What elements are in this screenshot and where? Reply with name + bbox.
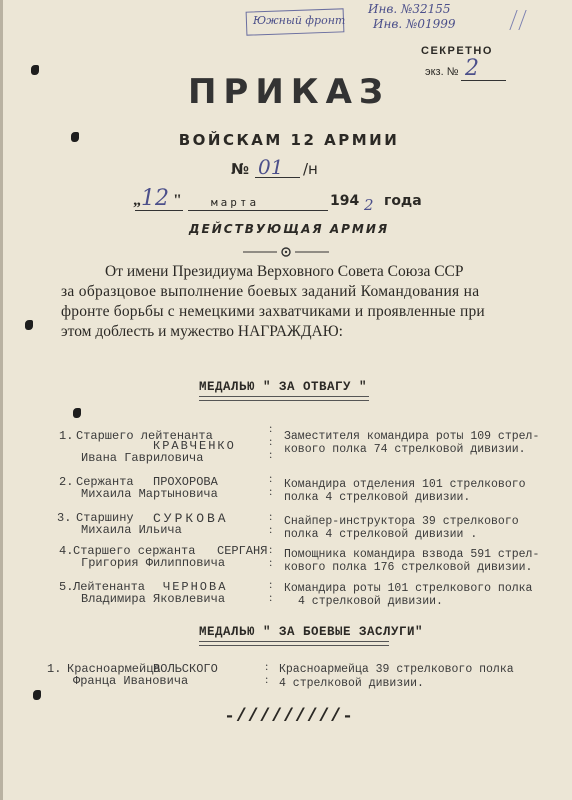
date-year-word: года (384, 193, 422, 209)
awardee-given-name: Ивана Гавриловича (81, 451, 204, 465)
section-heading-bravery: МЕДАЛЬЮ " ЗА ОТВАГУ " (199, 380, 368, 394)
order-number: 01 (258, 155, 284, 179)
colon-divider: : : (269, 542, 273, 569)
secrecy-label: СЕКРЕТНО (421, 45, 493, 57)
colon-divider: : : (269, 577, 273, 604)
date-quote-close: " (173, 192, 182, 209)
preamble-line: этом доблесть и мужество НАГРАЖДАЮ: (61, 323, 343, 340)
order-number-label: № (231, 160, 250, 178)
awardee-number: 1. (59, 429, 74, 443)
preamble (61, 262, 531, 342)
awardee-number: 1. (47, 662, 62, 676)
page-subtitle: ВОЙСКАМ 12 АРМИИ (178, 131, 400, 149)
preamble-line: за образцовое выполнение боевых заданий Командования на (61, 283, 480, 300)
awardee-surname: СЕРГАНЯ (217, 544, 268, 558)
awardee-surname: СУРКОВА (153, 511, 229, 526)
order-number-underline (255, 177, 300, 178)
date-quote-open: „ (133, 192, 141, 209)
awardee-number: 3. (57, 511, 72, 525)
awardee-position: Снайпер-инструктора 39 стрелкового (284, 515, 519, 528)
closing-separator: -/////////- (224, 707, 354, 727)
awardee-given-name: Григория Филипповича (81, 556, 226, 570)
awardee-number: 2. (59, 475, 74, 489)
order-number-suffix: /н (303, 160, 318, 178)
awardee-surname: КРАВЧЕНКО (153, 439, 236, 453)
awardee-rank: Сержанта (76, 475, 134, 489)
ornament-divider (243, 245, 329, 259)
awardee-rank: Старшину (76, 511, 134, 525)
awardee-surname: ЧЕРНОВА (163, 580, 228, 594)
inventory-number-1: Инв. №32155 (368, 2, 451, 16)
punch-hole (33, 690, 41, 700)
awardee-position: Командира роты 101 стрелкового полка (284, 582, 533, 595)
awardee-given-name: Франца Ивановича (73, 674, 189, 688)
colon-divider: : : (269, 509, 273, 536)
inventory-number-2: Инв. №01999 (373, 17, 456, 31)
date-year-digit: 2 (364, 196, 374, 214)
copy-number: 2 (465, 56, 479, 81)
awardee-rank: Лейтенанта (73, 580, 146, 594)
awardee-position: Командира отделения 101 стрелкового (284, 478, 526, 491)
date-month-underline (188, 210, 328, 211)
awardee-number: 5. (59, 580, 74, 594)
awardee-surname: ВОЛЬСКОГО (153, 662, 218, 676)
preamble-line: фронте борьбы с немецкими захватчиками и проявленные при (61, 303, 485, 320)
punch-hole (25, 320, 33, 330)
awardee-position: Красноармейца 39 стрелкового полка (279, 663, 514, 676)
awardee-position: Заместителя командира роты 109 стрел- (284, 430, 540, 443)
awardee-number: 4. (59, 544, 74, 558)
date-day: 12 (141, 186, 169, 211)
awardee-position: 4 стрелковой дивизии. (298, 595, 443, 608)
awardee-position: кового полка 74 стрелковой дивизии. (284, 443, 526, 456)
date-month: марта (211, 196, 260, 209)
awardee-position: Помощника командира взвода 591 стрел- (284, 548, 540, 561)
awardee-rank: Старшего лейтенанта (76, 429, 213, 443)
awardee-given-name: Владимира Яковлевича (81, 592, 226, 606)
pencil-mark (509, 10, 526, 30)
copy-label: экз. № (425, 66, 459, 78)
section-underline (199, 396, 369, 401)
date-year: 194 (330, 193, 360, 209)
date-day-underline (135, 210, 183, 211)
section-heading-combat-merit: МЕДАЛЬЮ " ЗА БОЕВЫЕ ЗАСЛУГИ" (199, 625, 424, 639)
awardee-position: 4 стрелковой дивизии. (279, 677, 424, 690)
awardee-rank: Красноармейца (67, 662, 161, 676)
page-title: ПРИКАЗ (187, 72, 391, 112)
section-underline (199, 641, 389, 646)
awardee-given-name: Михаила Ильича (81, 523, 182, 537)
punch-hole (73, 408, 81, 418)
awardee-position: полка 4 стрелковой дивизии. (284, 491, 471, 504)
awardee-surname: ПРОХОРОВА (153, 475, 218, 489)
awardee-rank: Старшего сержанта (73, 544, 196, 558)
awardee-position: кового полка 176 стрелковой дивизии. (284, 561, 533, 574)
colon-divider: : : (265, 659, 269, 686)
colon-divider: : : : (269, 421, 273, 461)
front-stamp: Южный фронт (253, 14, 346, 27)
awardee-given-name: Михаила Мартыновича (81, 487, 218, 501)
colon-divider: : : (269, 471, 273, 498)
awardee-position: полка 4 стрелковой дивизии . (284, 528, 478, 541)
preamble-line: От имени Президиума Верховного Совета Союза ССР (105, 263, 464, 280)
army-label: ДЕЙСТВУЮЩАЯ АРМИЯ (188, 222, 390, 236)
